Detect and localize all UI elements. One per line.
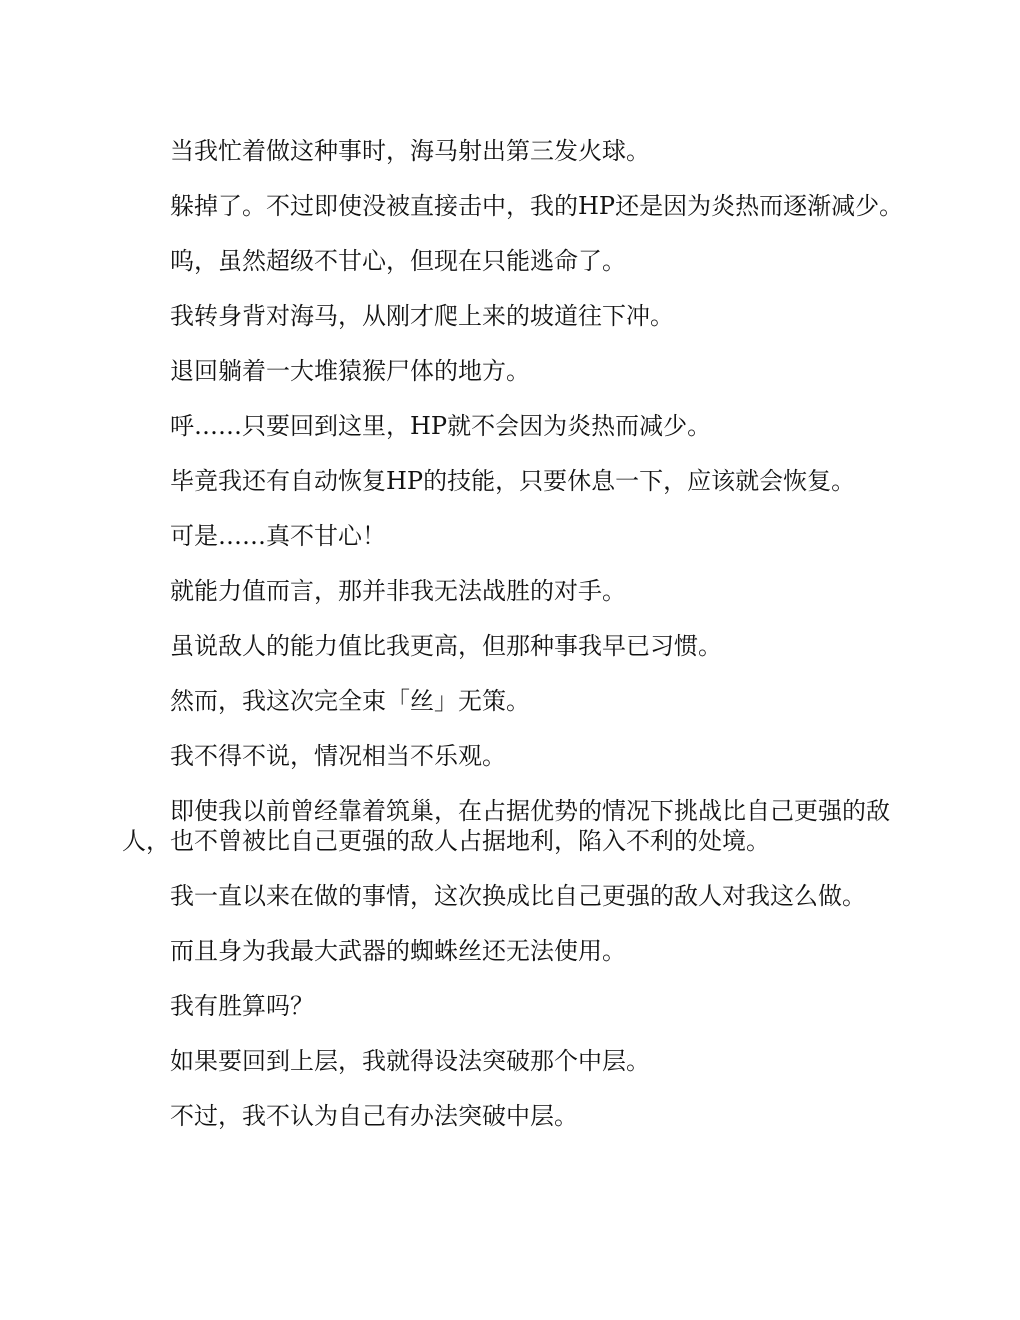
paragraph: 退回躺着一大堆猿猴尸体的地方。	[170, 357, 530, 385]
paragraph: 不过，我不认为自己有办法突破中层。	[170, 1102, 578, 1130]
paragraph: 躲掉了。不过即使没被直接击中，我的HP还是因为炎热而逐渐减少。	[170, 192, 904, 220]
paragraph: 我不得不说，情况相当不乐观。	[170, 742, 506, 770]
document-body	[122, 136, 912, 1156]
paragraph: 就能力值而言，那并非我无法战胜的对手。	[170, 577, 626, 605]
paragraph: 我一直以来在做的事情，这次换成比自己更强的敌人对我这么做。	[170, 882, 866, 910]
paragraph: 我转身背对海马，从刚才爬上来的坡道往下冲。	[170, 302, 674, 330]
paragraph: 可是……真不甘心！	[170, 522, 386, 550]
paragraph: 呼……只要回到这里，HP就不会因为炎热而减少。	[170, 412, 712, 440]
paragraph: 虽说敌人的能力值比我更高，但那种事我早已习惯。	[170, 632, 722, 660]
paragraph: 我有胜算吗？	[170, 992, 314, 1020]
paragraph: 如果要回到上层，我就得设法突破那个中层。	[170, 1047, 650, 1075]
paragraph: 呜，虽然超级不甘心，但现在只能逃命了。	[170, 247, 626, 275]
paragraph: 毕竟我还有自动恢复HP的技能，只要休息一下，应该就会恢复。	[170, 467, 856, 495]
paragraph: 而且身为我最大武器的蜘蛛丝还无法使用。	[170, 937, 626, 965]
paragraph: 当我忙着做这种事时，海马射出第三发火球。	[170, 137, 650, 165]
paragraph: 即使我以前曾经靠着筑巢，在占据优势的情况下挑战比自己更强的敌人，也不曾被比自己更强的敌人占据地利，陷入不利的处境。	[122, 797, 890, 855]
paragraph: 然而，我这次完全束「丝」无策。	[170, 687, 530, 715]
